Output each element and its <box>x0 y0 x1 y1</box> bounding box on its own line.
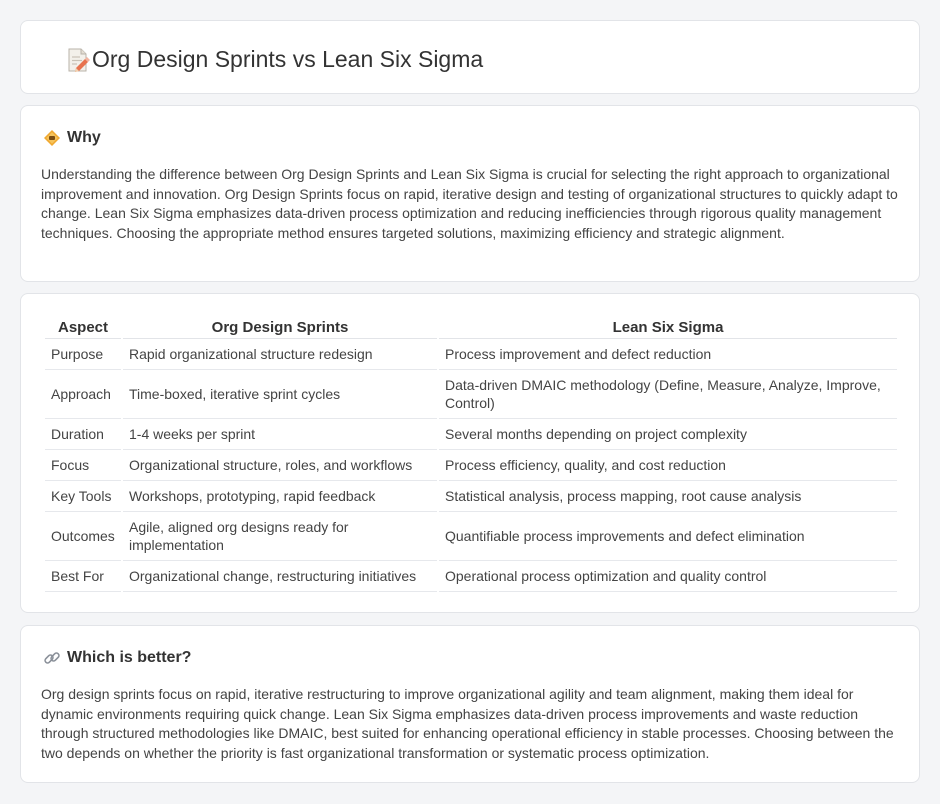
table-row <box>45 481 897 512</box>
aspect-cell: Purpose <box>45 339 121 370</box>
why-section <box>20 105 920 282</box>
aspect-cell: Approach <box>45 370 121 419</box>
better-heading: Which is better? <box>67 649 192 666</box>
warning-diamond-icon <box>43 129 61 147</box>
sprints-cell: Rapid organizational structure redesign <box>123 339 437 370</box>
document-pencil-icon <box>65 47 91 73</box>
link-icon <box>43 649 61 667</box>
aspect-cell: Key Tools <box>45 481 121 512</box>
aspect-cell: Focus <box>45 450 121 481</box>
sprints-cell: Workshops, prototyping, rapid feedback <box>123 481 437 512</box>
six-sigma-cell: Operational process optimization and quality control <box>439 561 897 592</box>
header-org-design-sprints: Org Design Sprints <box>123 318 437 339</box>
six-sigma-cell: Statistical analysis, process mapping, root cause analysis <box>439 481 897 512</box>
why-heading: Why <box>67 129 101 146</box>
table-header-row <box>45 318 897 339</box>
six-sigma-cell: Several months depending on project complexity <box>439 419 897 450</box>
header-lean-six-sigma: Lean Six Sigma <box>439 318 897 339</box>
sprints-cell: Organizational structure, roles, and workflows <box>123 450 437 481</box>
which-is-better-section <box>20 625 920 783</box>
six-sigma-cell: Process efficiency, quality, and cost reduction <box>439 450 897 481</box>
better-text: Org design sprints focus on rapid, iterative restructuring to improve organizational agility and team alignment, making them ideal for dynamic environments requiring quick change. Lean Six Sigma emphasizes data-driven process improvements and waste reduction through structured methodologies like DMAIC, best suited for enhancing operational efficiency in stable processes. Choosing between the two depends on whether the priority is fast organizational transformation or systematic process optimization. <box>41 686 894 761</box>
aspect-cell: Outcomes <box>45 512 121 561</box>
why-header <box>43 128 101 148</box>
comparison-card <box>20 293 920 613</box>
aspect-cell: Best For <box>45 561 121 592</box>
sprints-cell: Time-boxed, iterative sprint cycles <box>123 370 437 419</box>
table-row <box>45 370 897 419</box>
six-sigma-cell: Data-driven DMAIC methodology (Define, Measure, Analyze, Improve, Control) <box>439 370 897 419</box>
table-row <box>45 512 897 561</box>
table-row <box>45 419 897 450</box>
sprints-cell: 1-4 weeks per sprint <box>123 419 437 450</box>
better-header <box>43 648 191 668</box>
six-sigma-cell: Process improvement and defect reduction <box>439 339 897 370</box>
page-title: Org Design Sprints vs Lean Six Sigma <box>92 46 484 72</box>
title-card <box>20 20 920 94</box>
sprints-cell: Agile, aligned org designs ready for implementation <box>123 512 437 561</box>
why-text: Understanding the difference between Org Design Sprints and Lean Six Sigma is crucial for selecting the right approach to organizational improvement and innovation. Org Design Sprints focus on rapid, iterative design and testing of organizational structures to quickly adapt to change. Lean Six Sigma emphasizes data-driven process optimization and reducing inefficiencies through rigorous quality management techniques. Choosing the appropriate method ensures targeted solutions, maximizing efficiency and strategic alignment. <box>41 166 898 241</box>
six-sigma-cell: Quantifiable process improvements and defect elimination <box>439 512 897 561</box>
table-row <box>45 561 897 592</box>
header-aspect: Aspect <box>45 318 121 339</box>
comparison-table <box>43 318 899 592</box>
table-row <box>45 339 897 370</box>
table-row <box>45 450 897 481</box>
sprints-cell: Organizational change, restructuring initiatives <box>123 561 437 592</box>
aspect-cell: Duration <box>45 419 121 450</box>
